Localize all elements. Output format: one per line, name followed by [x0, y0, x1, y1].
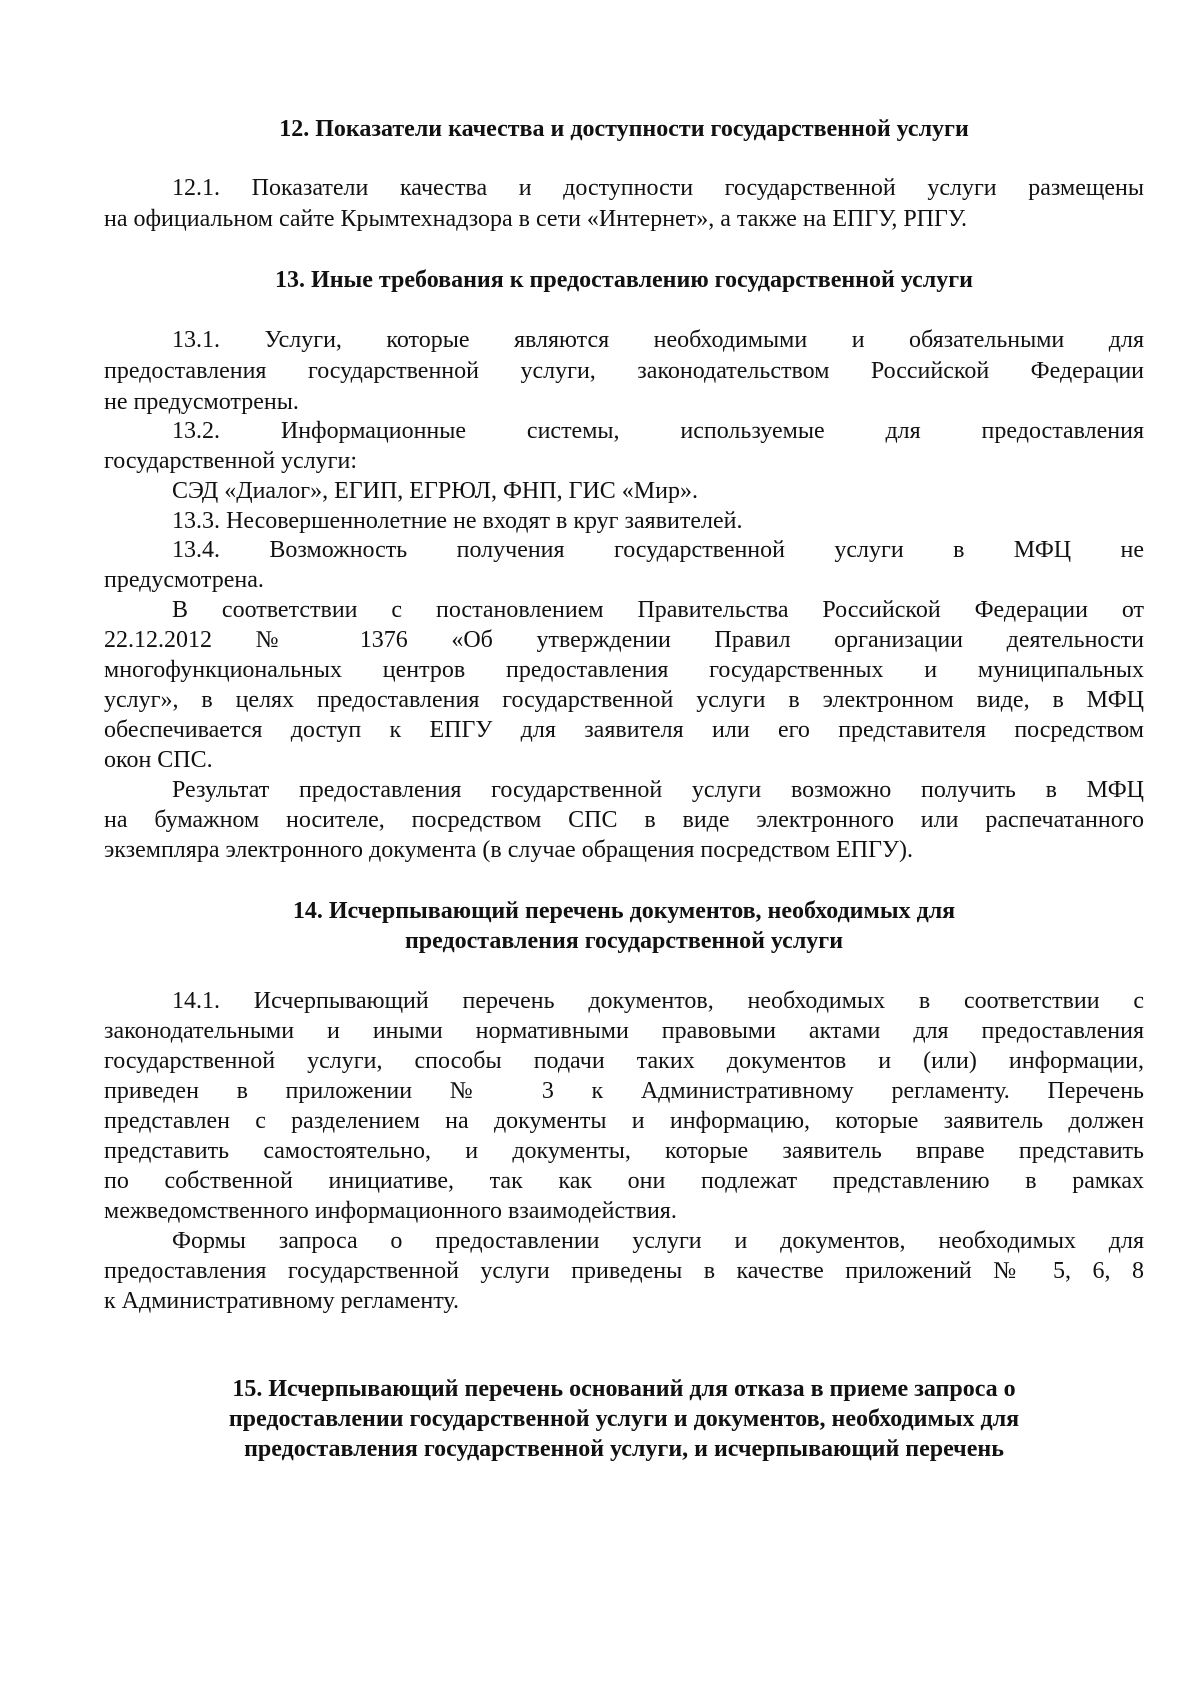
section-13-p6-line-1: В соответствии с постановлением Правительства Российской Федерации от [172, 597, 1144, 623]
section-15-heading-line-3: предоставления государственной услуги, и исчерпывающий перечень [244, 1436, 1004, 1462]
section-13-p7-line-3: экземпляра электронного документа (в случае обращения посредством ЕПГУ). [104, 837, 913, 863]
section-14-p2-line-3: к Административному регламенту. [104, 1288, 459, 1314]
section-14-1-line-3: государственной услуги, способы подачи таких документов и (или) информации, [104, 1048, 1144, 1074]
section-14-1-line-1: 14.1. Исчерпывающий перечень документов, необходимых в соответствии с [172, 988, 1144, 1014]
section-13-2-systems: СЭД «Диалог», ЕГИП, ЕГРЮЛ, ФНП, ГИС «Мир». [172, 478, 698, 504]
section-15-heading-line-2: предоставлении государственной услуги и документов, необходимых для [228, 1406, 1020, 1432]
section-13-p7-line-2: на бумажном носителе, посредством СПС в виде электронного или распечатанного [104, 807, 1144, 833]
section-13-1-line-1: 13.1. Услуги, которые являются необходимыми и обязательными для [172, 327, 1144, 353]
section-13-p6-line-5: обеспечивается доступ к ЕПГУ для заявителя или его представителя посредством [104, 717, 1144, 743]
section-13-p6-line-6: окон СПС. [104, 747, 213, 773]
section-14-1-line-5: представлен с разделением на документы и информацию, которые заявитель должен [104, 1108, 1144, 1134]
section-13-p6-line-2: 22.12.2012 № 1376 «Об утверждении Правил организации деятельности [104, 627, 1144, 653]
section-14-p2-line-2: предоставления государственной услуги приведены в качестве приложений № 5, 6, 8 [104, 1258, 1144, 1284]
section-12-1-line-2: на официальном сайте Крымтехнадзора в сети «Интернет», а также на ЕПГУ, РПГУ. [104, 206, 967, 232]
section-13-p6-line-3: многофункциональных центров предоставления государственных и муниципальных [104, 657, 1144, 683]
section-13-p6-line-4: услуг», в целях предоставления государственной услуги в электронном виде, в МФЦ [104, 687, 1144, 713]
section-13-1-line-2: предоставления государственной услуги, законодательством Российской Федерации [104, 358, 1144, 384]
section-14-1-line-8: межведомственного информационного взаимодействия. [104, 1198, 677, 1224]
section-13-1-line-3: не предусмотрены. [104, 389, 299, 415]
section-14-heading-line-1: 14. Исчерпывающий перечень документов, необходимых для [292, 898, 956, 924]
section-13-heading: 13. Иные требования к предоставлению государственной услуги [275, 267, 973, 293]
section-15-heading-line-1: 15. Исчерпывающий перечень оснований для отказа в приеме запроса о [232, 1376, 1016, 1402]
section-14-p2-line-1: Формы запроса о предоставлении услуги и документов, необходимых для [172, 1228, 1144, 1254]
section-13-4-line-2: предусмотрена. [104, 567, 264, 593]
section-13-2-line-1: 13.2. Информационные системы, используемые для предоставления [172, 418, 1144, 444]
section-14-heading-line-2: предоставления государственной услуги [404, 928, 844, 954]
section-14-1-line-2: законодательными и иными нормативными правовыми актами для предоставления [104, 1018, 1144, 1044]
section-13-2-line-2: государственной услуги: [104, 448, 358, 474]
section-12-1-line-1: 12.1. Показатели качества и доступности государственной услуги размещены [172, 175, 1144, 201]
section-14-1-line-4: приведен в приложении № 3 к Административному регламенту. Перечень [104, 1078, 1144, 1104]
section-13-4-line-1: 13.4. Возможность получения государственной услуги в МФЦ не [172, 537, 1144, 563]
section-13-3: 13.3. Несовершеннолетние не входят в круг заявителей. [172, 508, 743, 534]
section-12-heading: 12. Показатели качества и доступности государственной услуги [279, 116, 969, 142]
section-13-p7-line-1: Результат предоставления государственной услуги возможно получить в МФЦ [172, 777, 1144, 803]
section-14-1-line-7: по собственной инициативе, так как они подлежат представлению в рамках [104, 1168, 1144, 1194]
section-14-1-line-6: представить самостоятельно, и документы, которые заявитель вправе представить [104, 1138, 1144, 1164]
